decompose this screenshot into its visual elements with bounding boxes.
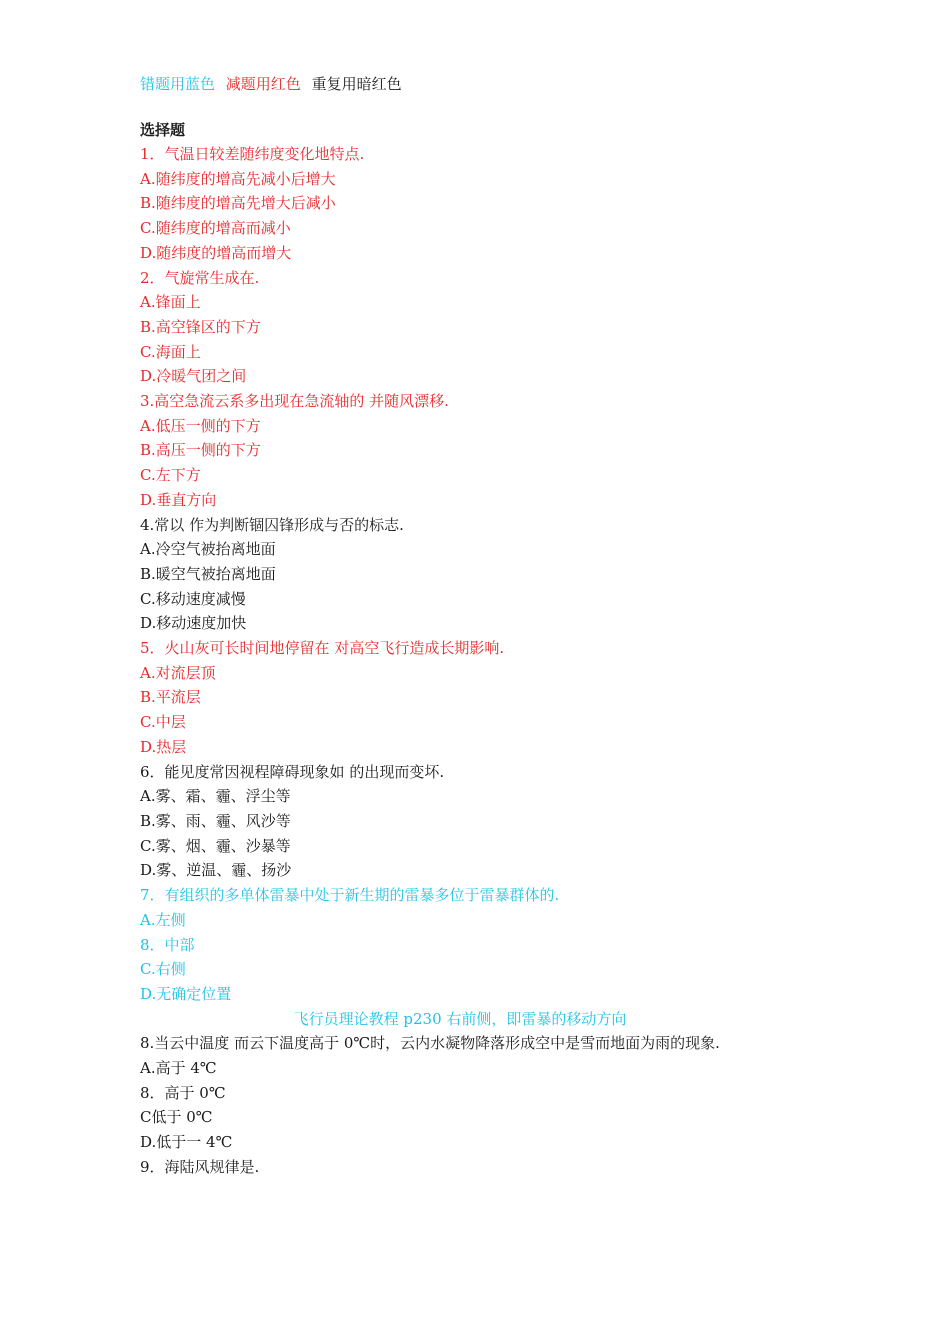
question-line: 7．有组织的多单体雷暴中处于新生期的雷暴多位于雷暴群体的. (140, 886, 560, 905)
question-line: A.低压一侧的下方 (140, 416, 261, 435)
legend-blue: 错题用蓝色 (140, 75, 216, 93)
question-line: A.对流层顶 (140, 663, 216, 682)
question-line: C.雾、烟、霾、沙暴等 (140, 836, 291, 855)
question-line: 8．中部 (140, 935, 195, 954)
section-heading: 选择题 (140, 121, 186, 139)
question-line: C低于 0℃ (140, 1108, 213, 1127)
question-line: D.冷暖气团之间 (140, 367, 247, 386)
question-line: C.海面上 (140, 342, 201, 361)
document-page (140, 72, 780, 1180)
question-line: C.中层 (140, 713, 186, 732)
question-line: 2．气旋常生成在. (140, 268, 260, 287)
question-line: C.右侧 (140, 960, 186, 979)
color-legend (140, 72, 780, 96)
question-line: D.无确定位置 (140, 984, 232, 1003)
note-line: 飞行员理论教程 p230 右前侧，即雷暴的移动方向 (293, 1009, 627, 1028)
question-line: B.雾、雨、霾、风沙等 (140, 811, 291, 830)
question-line: A.锋面上 (140, 293, 201, 312)
question-list (140, 142, 780, 1180)
question-line: A.雾、霜、霾、浮尘等 (140, 787, 291, 806)
question-line: D.随纬度的增高而增大 (140, 243, 292, 262)
question-line: C.随纬度的增高而减小 (140, 219, 291, 238)
question-line: A.左侧 (140, 910, 186, 929)
question-line: D.热层 (140, 737, 187, 756)
question-line: B.高空锋区的下方 (140, 317, 261, 336)
question-line: D.移动速度加快 (140, 614, 247, 633)
question-line: A.高于 4℃ (140, 1059, 217, 1078)
question-line: B.平流层 (140, 688, 201, 707)
question-line: C.左下方 (140, 466, 201, 485)
question-line: A.冷空气被抬离地面 (140, 540, 276, 559)
question-line: D.垂直方向 (140, 490, 217, 509)
question-line: A.随纬度的增高先减小后增大 (140, 169, 336, 188)
question-line: 4.常以 作为判断锢囚锋形成与否的标志. (140, 515, 404, 534)
question-line: C.移动速度减慢 (140, 589, 246, 608)
legend-darkred: 重复用暗红色 (311, 75, 402, 93)
question-line: 1．气温日较差随纬度变化地特点. (140, 145, 365, 163)
question-line: 8．高于 0℃ (140, 1083, 226, 1102)
question-line: B.高压一侧的下方 (140, 441, 261, 460)
question-line: D.雾、逆温、霾、扬沙 (140, 861, 292, 880)
question-line: 5．火山灰可长时间地停留在 对高空飞行造成长期影响. (140, 639, 505, 658)
question-line: 3.高空急流云系多出现在急流轴的 并随风漂移. (140, 392, 449, 411)
question-line: 9．海陆风规律是. (140, 1157, 260, 1176)
question-line: 6．能见度常因视程障碍现象如 的出现而变坏. (140, 762, 445, 781)
question-line: B.随纬度的增高先增大后减小 (140, 194, 336, 213)
legend-red: 减题用红色 (225, 75, 301, 93)
question-line: 8.当云中温度 而云下温度高于 0℃时，云内水凝物降落形成空中是雪而地面为雨的现象. (140, 1034, 720, 1053)
question-line: D.低于一 4℃ (140, 1133, 233, 1152)
question-line: B.暖空气被抬离地面 (140, 564, 276, 583)
